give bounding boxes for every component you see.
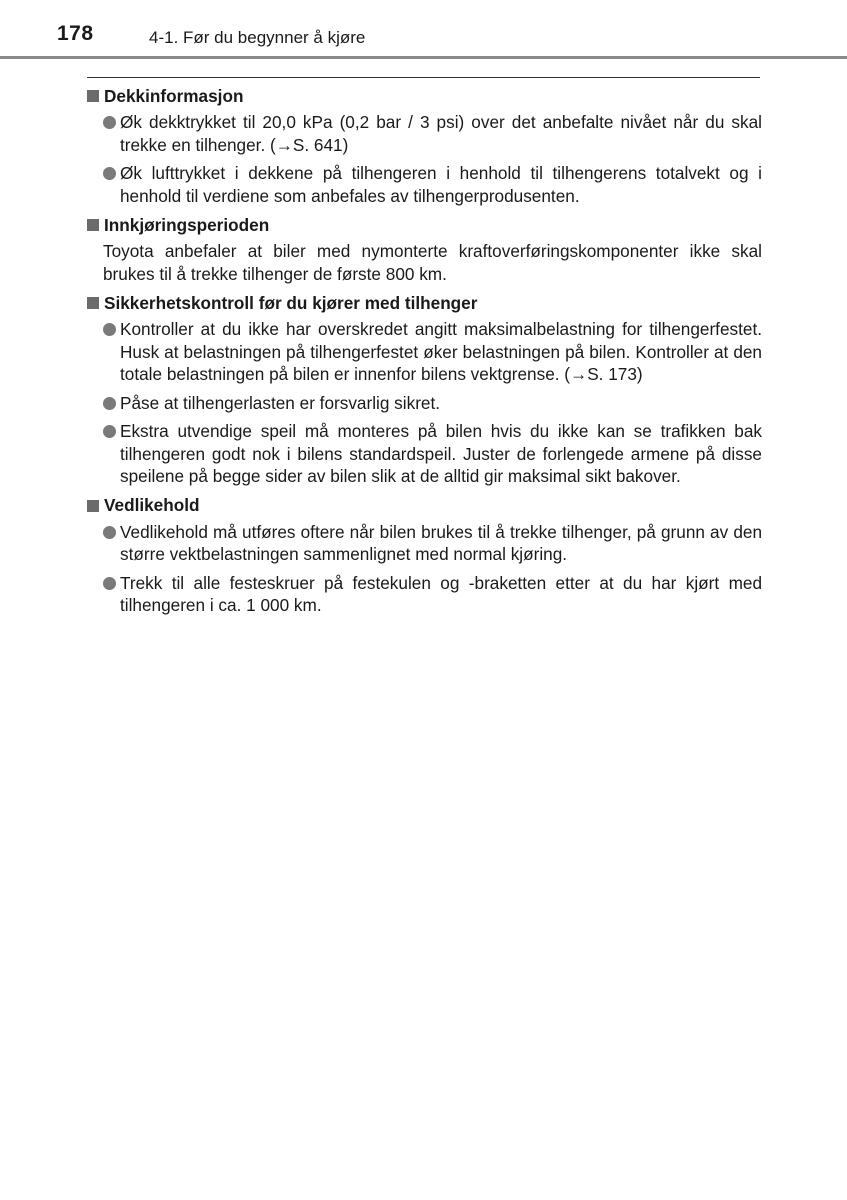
list-item: [86, 162, 762, 207]
list-item: [86, 420, 762, 488]
list-item-text: Kontroller at du ikke har overskredet angitt maksimalbelastning for tilhengerfestet. Husk at belastningen på tilhengerfestet øker belastningen på bilen. Kontroller at den totale belastningen på bilen er innenfor bilens vektgrense. (→S. 173): [120, 319, 762, 384]
circle-bullet-icon: [103, 577, 116, 590]
section-heading: [86, 291, 762, 315]
header-divider: [0, 56, 847, 59]
circle-bullet-icon: [103, 397, 116, 410]
list-item: [86, 318, 762, 386]
list-item: [86, 521, 762, 566]
circle-bullet-icon: [103, 526, 116, 539]
circle-bullet-icon: [103, 167, 116, 180]
list-item-text: Påse at tilhengerlasten er forsvarlig sikret.: [120, 392, 441, 413]
square-bullet-icon: [87, 219, 99, 231]
section-heading-text: Dekkinformasjon: [104, 85, 244, 106]
page-header: [0, 0, 847, 60]
section-vedlikehold: [86, 494, 762, 617]
list-item: [86, 111, 762, 156]
page-number: 178: [57, 22, 94, 45]
content-top-divider: [87, 77, 760, 78]
section-heading: [86, 84, 762, 108]
section-dekkinformasjon: [86, 84, 762, 207]
list-item-text: Øk lufttrykket i dekkene på tilhengeren i henhold til tilhengerens totalvekt og i henhold til verdiene som anbefales av tilhengerprodusenten.: [120, 163, 762, 206]
list-item-text: Trekk til alle festeskruer på festekulen og -braketten etter at du har kjørt med tilhengeren i ca. 1 000 km.: [120, 572, 762, 615]
section-heading-text: Vedlikehold: [104, 495, 200, 516]
section-innkjoringsperioden: [86, 213, 762, 285]
section-heading: [86, 213, 762, 237]
circle-bullet-icon: [103, 116, 116, 129]
square-bullet-icon: [87, 500, 99, 512]
section-sikkerhetskontroll: [86, 291, 762, 488]
list-item-text: Ekstra utvendige speil må monteres på bilen hvis du ikke kan se trafikken bak tilhengeren godt nok i bilens standardspeil. Juster de forlengede armene på disse speilene på begge sider av bilen slik at de alltid gir maksimal sikt bakover.: [120, 421, 762, 486]
list-item: [86, 392, 762, 415]
section-heading-text: Sikkerhetskontroll før du kjører med tilhenger: [104, 292, 478, 313]
square-bullet-icon: [87, 297, 99, 309]
circle-bullet-icon: [103, 425, 116, 438]
square-bullet-icon: [87, 90, 99, 102]
circle-bullet-icon: [103, 323, 116, 336]
list-item-text: Vedlikehold må utføres oftere når bilen brukes til å trekke tilhenger, på grunn av den større vektbelastningen sammenlignet med normal kjøring.: [120, 521, 762, 564]
list-item: [86, 572, 762, 617]
page-content: [86, 84, 762, 623]
list-item-text: Øk dekktrykket til 20,0 kPa (0,2 bar / 3 psi) over det anbefalte nivået når du skal trekke en tilhenger. (→S. 641): [120, 112, 762, 155]
paragraph: Toyota anbefaler at biler med nymonterte kraftoverføringskomponenter ikke skal brukes til å trekke tilhenger de første 800 km.: [103, 241, 762, 284]
section-heading-text: Innkjøringsperioden: [104, 214, 270, 235]
chapter-title: 4-1. Før du begynner å kjøre: [149, 28, 366, 47]
section-heading: [86, 494, 762, 518]
